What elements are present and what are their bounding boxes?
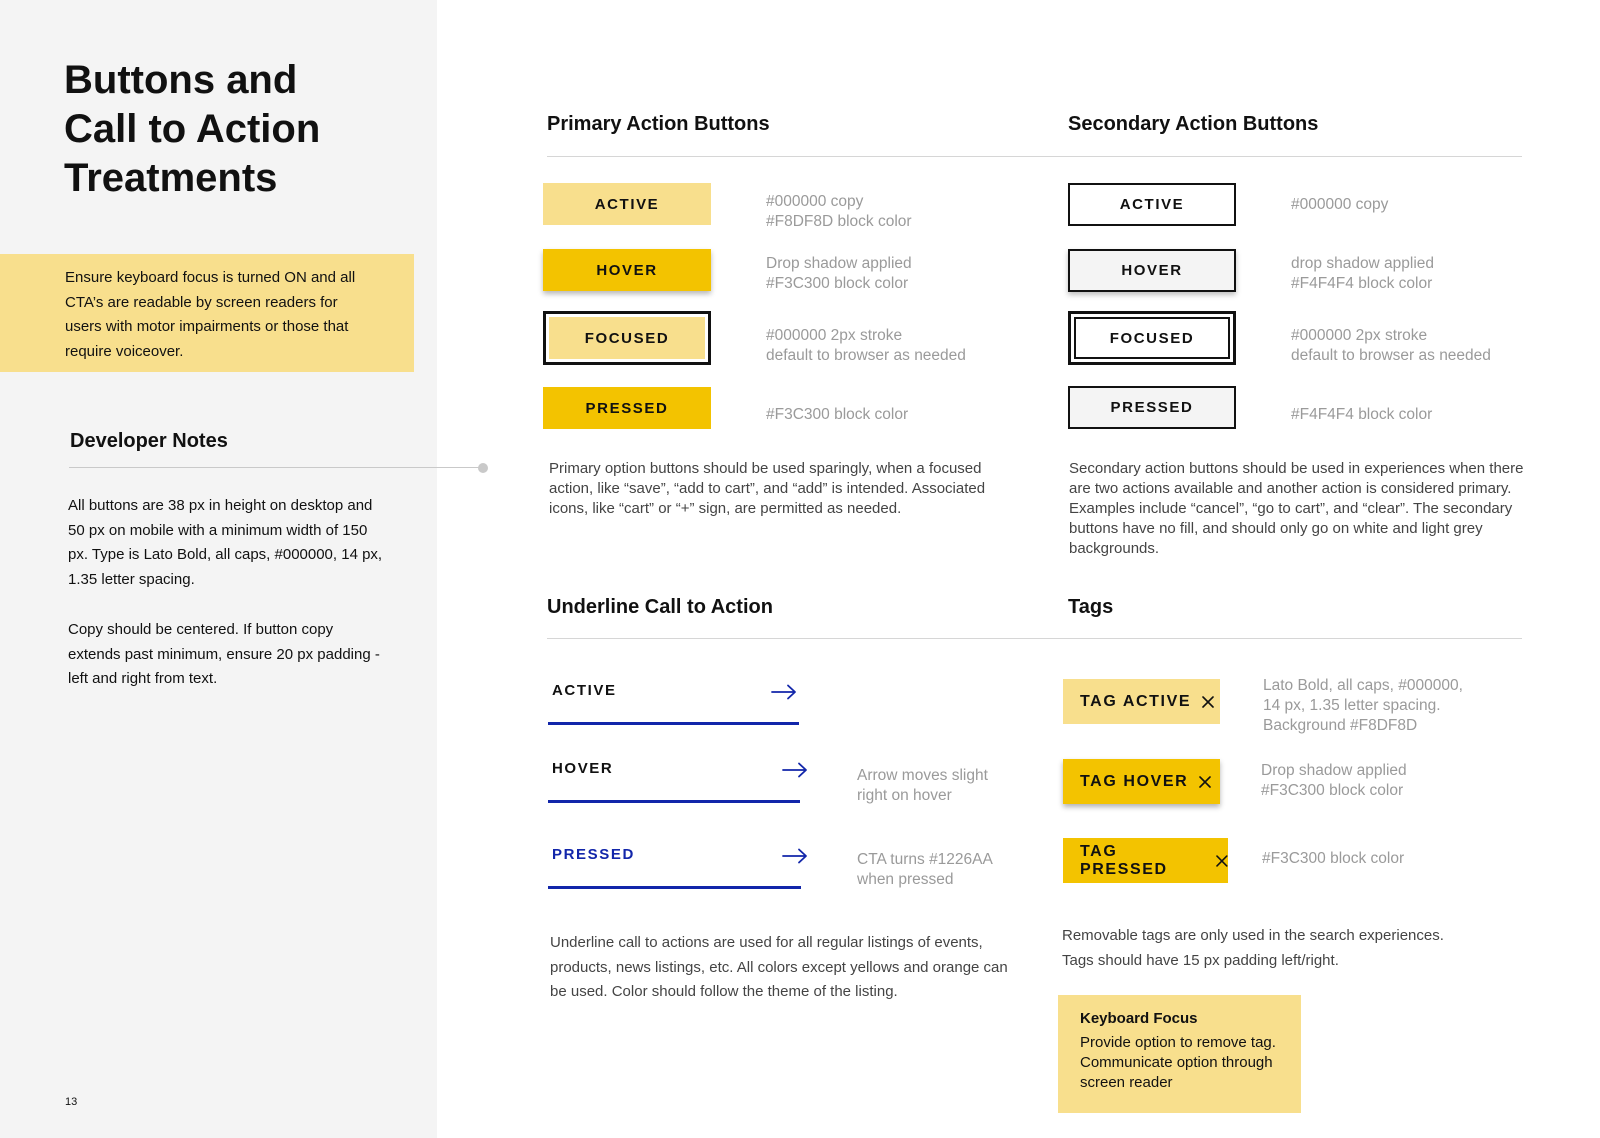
primary-focused-note-line-2: default to browser as needed xyxy=(766,347,966,364)
primary-focused-note xyxy=(766,326,966,366)
secondary-pressed-note: #F4F4F4 block color xyxy=(1291,406,1433,423)
underline-cta-hover[interactable] xyxy=(548,752,800,804)
tag-hover[interactable] xyxy=(1063,759,1220,804)
primary-active-note xyxy=(766,192,912,232)
arrow-right-icon xyxy=(782,848,808,864)
keyboard-focus-body: Provide option to remove tag. Communicate option through screen reader xyxy=(1080,1034,1276,1091)
keyboard-focus-callout xyxy=(1058,995,1301,1113)
developer-notes-divider-dot xyxy=(478,463,488,473)
arrow-right-icon xyxy=(771,684,797,700)
page-title xyxy=(64,56,404,203)
secondary-active-button[interactable]: ACTIVE xyxy=(1068,183,1236,226)
tag-active[interactable] xyxy=(1063,679,1220,724)
underline-hover-note-line-2: right on hover xyxy=(857,787,952,804)
tags-description xyxy=(1062,924,1502,973)
underline-pressed-note-line-1: CTA turns #1226AA xyxy=(857,851,993,868)
tag-pressed-note: #F3C300 block color xyxy=(1262,850,1405,867)
secondary-hover-note xyxy=(1291,254,1434,294)
primary-section-title: Primary Action Buttons xyxy=(547,113,770,135)
keyboard-focus-title: Keyboard Focus xyxy=(1080,1010,1198,1027)
tags-description-line-1: Removable tags are only used in the search experiences. xyxy=(1062,927,1444,944)
primary-active-note-line-2: #F8DF8D block color xyxy=(766,213,912,230)
underline-description: Underline call to actions are used for all regular listings of events, products, news listings, etc. All colors except yellows and orange can be used. Color should follow the theme of the listing. xyxy=(550,934,1008,1000)
tag-hover-label: TAG HOVER xyxy=(1080,772,1189,790)
tag-pressed[interactable] xyxy=(1063,838,1228,883)
underline-section-title: Underline Call to Action xyxy=(547,596,773,618)
underline-pressed-note-line-2: when pressed xyxy=(857,871,954,888)
underline-hover-note-line-1: Arrow moves slight xyxy=(857,767,988,784)
underline-cta-active[interactable] xyxy=(548,674,799,726)
tag-hover-note-line-1: Drop shadow applied xyxy=(1261,762,1407,779)
tag-active-label: TAG ACTIVE xyxy=(1080,692,1192,710)
top-sections-divider xyxy=(547,156,1522,157)
primary-focused-button-label: FOCUSED xyxy=(549,317,705,359)
primary-description: Primary option buttons should be used sparingly, when a focused action, like “save”, “add to cart”, and “add” is intended. Associated icons, like “cart” or “+” sign, are permitted as needed. xyxy=(549,460,986,517)
tag-active-note-line-1: Lato Bold, all caps, #000000, xyxy=(1263,677,1463,694)
tag-pressed-label: TAG PRESSED xyxy=(1080,842,1168,878)
page-title-line-2: Call to Action xyxy=(64,107,321,151)
primary-hover-button[interactable]: HOVER xyxy=(543,249,711,291)
close-icon[interactable] xyxy=(1199,776,1211,788)
page-title-line-1: Buttons and xyxy=(64,58,298,102)
primary-active-button[interactable]: ACTIVE xyxy=(543,183,711,225)
secondary-hover-note-line-1: drop shadow applied xyxy=(1291,255,1435,272)
underline-cta-active-underline xyxy=(548,722,799,725)
primary-active-note-line-1: #000000 copy xyxy=(766,193,864,210)
primary-hover-note-line-2: #F3C300 block color xyxy=(766,275,909,292)
secondary-pressed-button[interactable]: PRESSED xyxy=(1068,386,1236,429)
secondary-hover-button[interactable]: HOVER xyxy=(1068,249,1236,292)
underline-cta-pressed[interactable] xyxy=(548,838,801,890)
underline-cta-pressed-label: PRESSED xyxy=(552,846,635,863)
tag-active-note xyxy=(1263,676,1463,736)
page-number: 13 xyxy=(65,1096,78,1108)
secondary-description: Secondary action buttons should be used in experiences when there are two actions available and another action is considered primary. Examples include “cancel”, “go to cart”, and “clear”. The secondary buttons have no fill, and should only go on white and light grey backgrounds. xyxy=(1069,460,1524,557)
developer-notes-paragraph-1: All buttons are 38 px in height on desktop and 50 px on mobile with a minimum width of 150 px. Type is Lato Bold, all caps, #000000, 14 px, 1.35 letter spacing. xyxy=(68,497,383,588)
secondary-hover-note-line-2: #F4F4F4 block color xyxy=(1291,275,1433,292)
arrow-right-icon xyxy=(782,762,808,778)
close-icon[interactable] xyxy=(1202,696,1214,708)
developer-notes-divider xyxy=(69,467,483,468)
underline-pressed-note xyxy=(857,850,993,890)
underline-cta-hover-label: HOVER xyxy=(552,760,614,777)
primary-hover-note-line-1: Drop shadow applied xyxy=(766,255,912,272)
primary-hover-note xyxy=(766,254,912,294)
developer-notes-title: Developer Notes xyxy=(70,430,228,452)
tags-section-title: Tags xyxy=(1068,596,1114,618)
secondary-focused-note-line-2: default to browser as needed xyxy=(1291,347,1491,364)
primary-pressed-note: #F3C300 block color xyxy=(766,406,909,423)
primary-focused-note-line-1: #000000 2px stroke xyxy=(766,327,903,344)
underline-cta-pressed-underline xyxy=(548,886,801,889)
tag-hover-note xyxy=(1261,761,1407,801)
primary-pressed-button[interactable]: PRESSED xyxy=(543,387,711,429)
tags-description-line-2: Tags should have 15 px padding left/right. xyxy=(1062,951,1339,969)
developer-notes-paragraph-2: Copy should be centered. If button copy extends past minimum, ensure 20 px padding - left and right from text. xyxy=(68,621,380,687)
underline-cta-active-label: ACTIVE xyxy=(552,682,617,699)
secondary-focused-button-label: FOCUSED xyxy=(1074,317,1230,359)
close-icon[interactable] xyxy=(1216,855,1228,867)
underline-cta-hover-underline xyxy=(548,800,800,803)
bottom-sections-divider xyxy=(547,638,1522,639)
tag-active-note-line-3: Background #F8DF8D xyxy=(1263,717,1418,734)
tag-hover-note-line-2: #F3C300 block color xyxy=(1261,782,1404,799)
page-title-line-3: Treatments xyxy=(64,156,278,200)
accessibility-callout: Ensure keyboard focus is turned ON and all CTA’s are readable by screen readers for users with motor impairments or those that require voiceover. xyxy=(0,254,414,372)
tag-active-note-line-2: 14 px, 1.35 letter spacing. xyxy=(1263,697,1441,714)
secondary-section-title: Secondary Action Buttons xyxy=(1068,113,1319,135)
primary-focused-button[interactable] xyxy=(543,311,711,365)
secondary-focused-note xyxy=(1291,326,1491,366)
underline-hover-note xyxy=(857,766,988,806)
secondary-focused-button[interactable] xyxy=(1068,311,1236,365)
secondary-active-note: #000000 copy xyxy=(1291,196,1389,213)
secondary-focused-note-line-1: #000000 2px stroke xyxy=(1291,327,1428,344)
